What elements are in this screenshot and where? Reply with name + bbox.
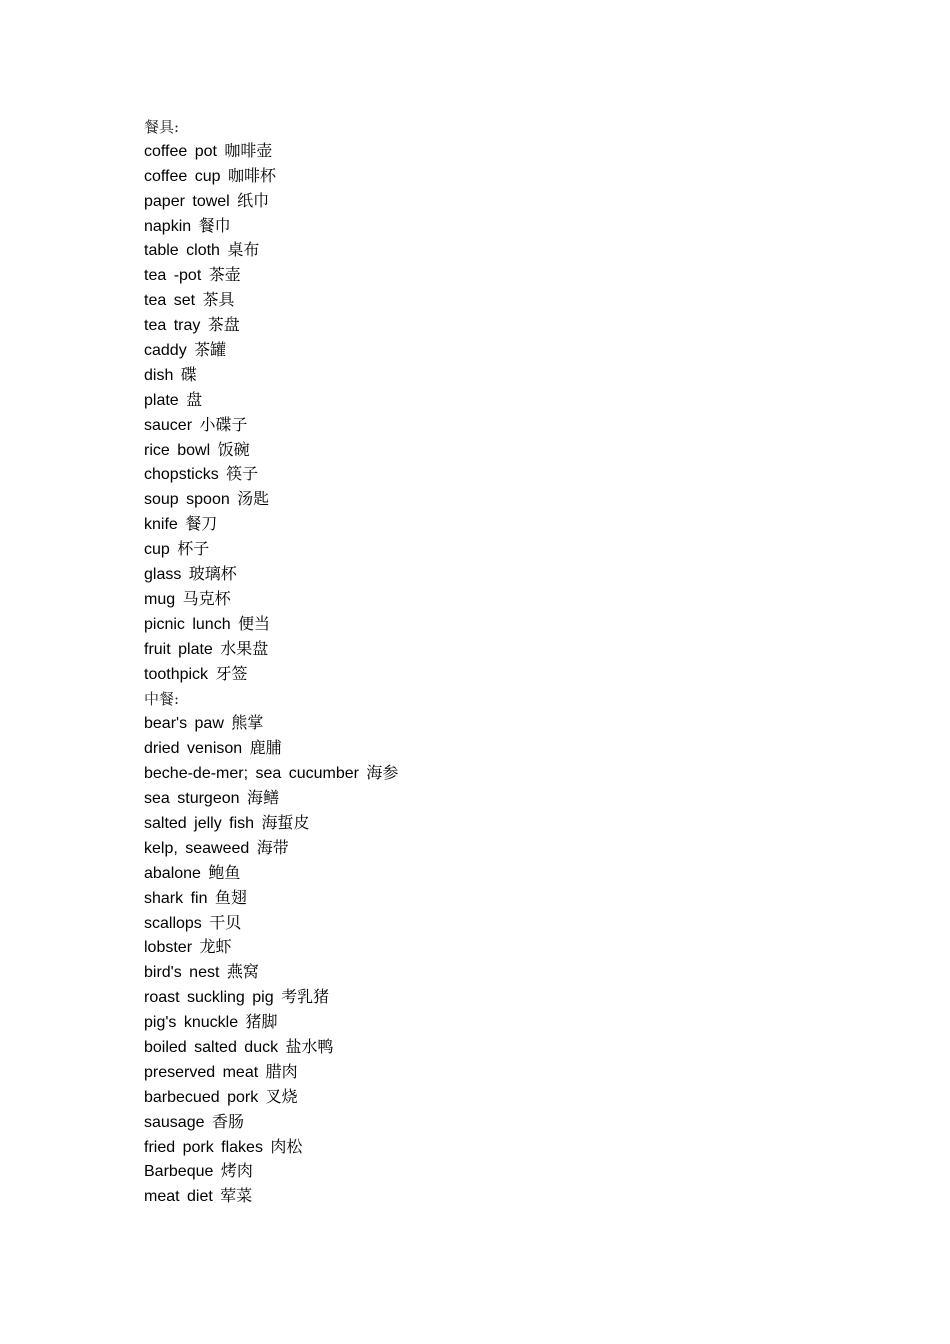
list-item: picnic lunch 便当 <box>144 615 271 633</box>
list-item: kelp, seaweed 海带 <box>144 839 289 857</box>
section-heading-tableware: 餐具: <box>144 118 180 136</box>
list-item: knife 餐刀 <box>144 516 218 534</box>
list-item: napkin 餐巾 <box>144 217 231 235</box>
list-item: tea tray 茶盘 <box>144 317 240 335</box>
list-item: sea sturgeon 海鳝 <box>144 790 279 808</box>
list-item: mug 马克杯 <box>144 590 231 608</box>
list-item: toothpick 牙签 <box>144 665 248 683</box>
list-item: salted jelly fish 海蜇皮 <box>144 814 310 832</box>
list-item: coffee pot 咖啡壶 <box>144 142 273 160</box>
list-item: dish 碟 <box>144 366 197 384</box>
list-item: caddy 茶罐 <box>144 342 227 360</box>
list-item: fruit plate 水果盘 <box>144 640 269 658</box>
list-item: boiled salted duck 盐水鸭 <box>144 1038 334 1056</box>
list-item: coffee cup 咖啡杯 <box>144 167 276 185</box>
list-item: sausage 香肠 <box>144 1113 244 1131</box>
list-item: beche-de-mer; sea cucumber 海参 <box>144 765 399 783</box>
list-item: tea -pot 茶壶 <box>144 267 241 285</box>
list-item: meat diet 荤菜 <box>144 1188 253 1206</box>
list-item: rice bowl 饭碗 <box>144 441 250 459</box>
list-item: soup spoon 汤匙 <box>144 491 270 509</box>
list-item: glass 玻璃杯 <box>144 566 237 584</box>
vocabulary-list <box>144 115 844 1210</box>
list-item: tea set 茶具 <box>144 292 235 310</box>
list-item: roast suckling pig 考乳猪 <box>144 989 330 1007</box>
list-item: paper towel 纸巾 <box>144 192 270 210</box>
list-item: shark fin 鱼翅 <box>144 889 247 907</box>
list-item: bear's paw 熊掌 <box>144 715 264 733</box>
list-item: bird's nest 燕窝 <box>144 964 259 982</box>
list-item: table cloth 桌布 <box>144 242 260 260</box>
list-item: dried venison 鹿脯 <box>144 740 282 758</box>
list-item: preserved meat 腊肉 <box>144 1063 298 1081</box>
section-heading-chinese-food: 中餐: <box>144 690 180 709</box>
list-item: cup 杯子 <box>144 541 210 559</box>
list-item: saucer 小碟子 <box>144 416 248 434</box>
list-item: scallops 干贝 <box>144 914 242 932</box>
list-item: lobster 龙虾 <box>144 939 232 957</box>
list-item: chopsticks 筷子 <box>144 466 259 484</box>
list-item: fried pork flakes 肉松 <box>144 1138 303 1156</box>
list-item: barbecued pork 叉烧 <box>144 1088 298 1106</box>
list-item: pig's knuckle 猪脚 <box>144 1014 278 1032</box>
list-item: Barbeque 烤肉 <box>144 1163 253 1181</box>
list-item: plate 盘 <box>144 391 203 409</box>
list-item: abalone 鲍鱼 <box>144 864 241 882</box>
